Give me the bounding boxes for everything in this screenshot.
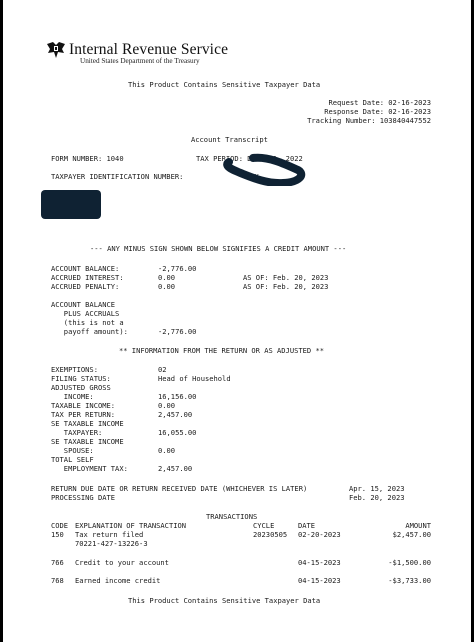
txn-explanation: Earned income credit — [75, 576, 161, 585]
account-balance-value: -2,776.00 — [158, 264, 197, 273]
redaction-block — [41, 190, 101, 219]
exemptions-label: EXEMPTIONS: — [51, 365, 98, 374]
agi-label-line-1: ADJUSTED GROSS — [51, 383, 111, 392]
credit-notice: --- ANY MINUS SIGN SHOWN BELOW SIGNIFIES A CREDIT AMOUNT --- — [90, 244, 347, 253]
txn-explanation: Credit to your account — [75, 558, 169, 567]
txn-amount: -$3,733.00 — [388, 576, 431, 585]
balance-accruals-value: -2,776.00 — [158, 327, 197, 336]
balance-accruals-line-1: ACCOUNT BALANCE — [51, 300, 116, 309]
tracking-number: Tracking Number: 103840447552 — [307, 116, 431, 125]
taxable-income-value: 0.00 — [158, 401, 176, 410]
return-info-heading: ** INFORMATION FROM THE RETURN OR AS ADJUSTED ** — [119, 346, 324, 355]
due-date-label: RETURN DUE DATE OR RETURN RECEIVED DATE (WHICHEVER IS LATER) — [51, 484, 308, 493]
se-taxpayer-label-line-1: SE TAXABLE INCOME — [51, 419, 124, 428]
form-number: FORM NUMBER: 1040 — [51, 154, 124, 163]
agi-value: 16,156.00 — [158, 392, 197, 401]
account-balance-label: ACCOUNT BALANCE: — [51, 264, 120, 273]
txn-explanation: Tax return filed — [75, 530, 144, 539]
txn-code: 766 — [51, 558, 64, 567]
redaction-scribble — [213, 152, 308, 186]
txn-cycle: 20230505 — [253, 530, 288, 539]
col-date-header: DATE — [298, 521, 316, 530]
se-spouse-label-line-2: SPOUSE: — [51, 446, 94, 455]
agency-name: Internal Revenue Service — [69, 41, 229, 58]
txn-amount: -$1,500.00 — [388, 558, 431, 567]
exemptions-value: 02 — [158, 365, 167, 374]
accrued-penalty-asof: AS OF: Feb. 20, 2023 — [243, 282, 329, 291]
tin-value: XXX — [246, 172, 259, 181]
agi-label-line-2: INCOME: — [51, 392, 94, 401]
request-date: Request Date: 02-16-2023 — [328, 98, 431, 107]
tax-per-return-value: 2,457.00 — [158, 410, 193, 419]
accrued-interest-label: ACCRUED INTEREST: — [51, 273, 124, 282]
col-cycle-header: CYCLE — [253, 521, 275, 530]
document-title: Account Transcript — [191, 135, 268, 144]
txn-date: 04-15-2023 — [298, 558, 341, 567]
balance-accruals-line-2: PLUS ACCRUALS — [51, 309, 120, 318]
accrued-penalty-label: ACCRUED PENALTY: — [51, 282, 120, 291]
se-spouse-label-line-1: SE TAXABLE INCOME — [51, 437, 124, 446]
taxable-income-label: TAXABLE INCOME: — [51, 401, 116, 410]
txn-amount: $2,457.00 — [392, 530, 431, 539]
processing-date-value: Feb. 20, 2023 — [349, 493, 405, 502]
due-date-value: Apr. 15, 2023 — [349, 484, 405, 493]
tin-label: TAXPAYER IDENTIFICATION NUMBER: — [51, 172, 184, 181]
accrued-interest-asof: AS OF: Feb. 20, 2023 — [243, 273, 329, 282]
irs-eagle-logo-icon — [45, 41, 67, 59]
accrued-penalty-value: 0.00 — [158, 282, 176, 291]
department-name: United States Department of the Treasury — [80, 57, 200, 65]
total-se-label-line-2: EMPLOYMENT TAX: — [51, 464, 128, 473]
txn-sub-id: 70221-427-13226-3 — [75, 539, 148, 548]
tax-per-return-label: TAX PER RETURN: — [51, 410, 116, 419]
sensitive-notice-bottom: This Product Contains Sensitive Taxpayer Data — [128, 596, 321, 605]
transcript-page — [3, 0, 471, 642]
txn-code: 768 — [51, 576, 64, 585]
txn-date: 04-15-2023 — [298, 576, 341, 585]
transactions-heading: TRANSACTIONS — [206, 512, 258, 521]
se-taxpayer-label-line-2: TAXPAYER: — [51, 428, 103, 437]
col-amount-header: AMOUNT — [405, 521, 431, 530]
txn-code: 150 — [51, 530, 64, 539]
balance-accruals-line-4: payoff amount): — [51, 327, 128, 336]
se-taxpayer-value: 16,055.00 — [158, 428, 197, 437]
col-code-header: CODE — [51, 521, 69, 530]
filing-status-value: Head of Household — [158, 374, 231, 383]
processing-date-label: PROCESSING DATE — [51, 493, 116, 502]
accrued-interest-value: 0.00 — [158, 273, 176, 282]
tax-period: TAX PERIOD: Dec. 31, 2022 — [196, 154, 303, 163]
response-date: Response Date: 02-16-2023 — [324, 107, 431, 116]
total-se-value: 2,457.00 — [158, 464, 193, 473]
total-se-label-line-1: TOTAL SELF — [51, 455, 94, 464]
col-explanation-header: EXPLANATION OF TRANSACTION — [75, 521, 187, 530]
balance-accruals-line-3: (this is not a — [51, 318, 124, 327]
txn-date: 02-20-2023 — [298, 530, 341, 539]
se-spouse-value: 0.00 — [158, 446, 176, 455]
filing-status-label: FILING STATUS: — [51, 374, 111, 383]
sensitive-notice-top: This Product Contains Sensitive Taxpayer Data — [128, 80, 321, 89]
